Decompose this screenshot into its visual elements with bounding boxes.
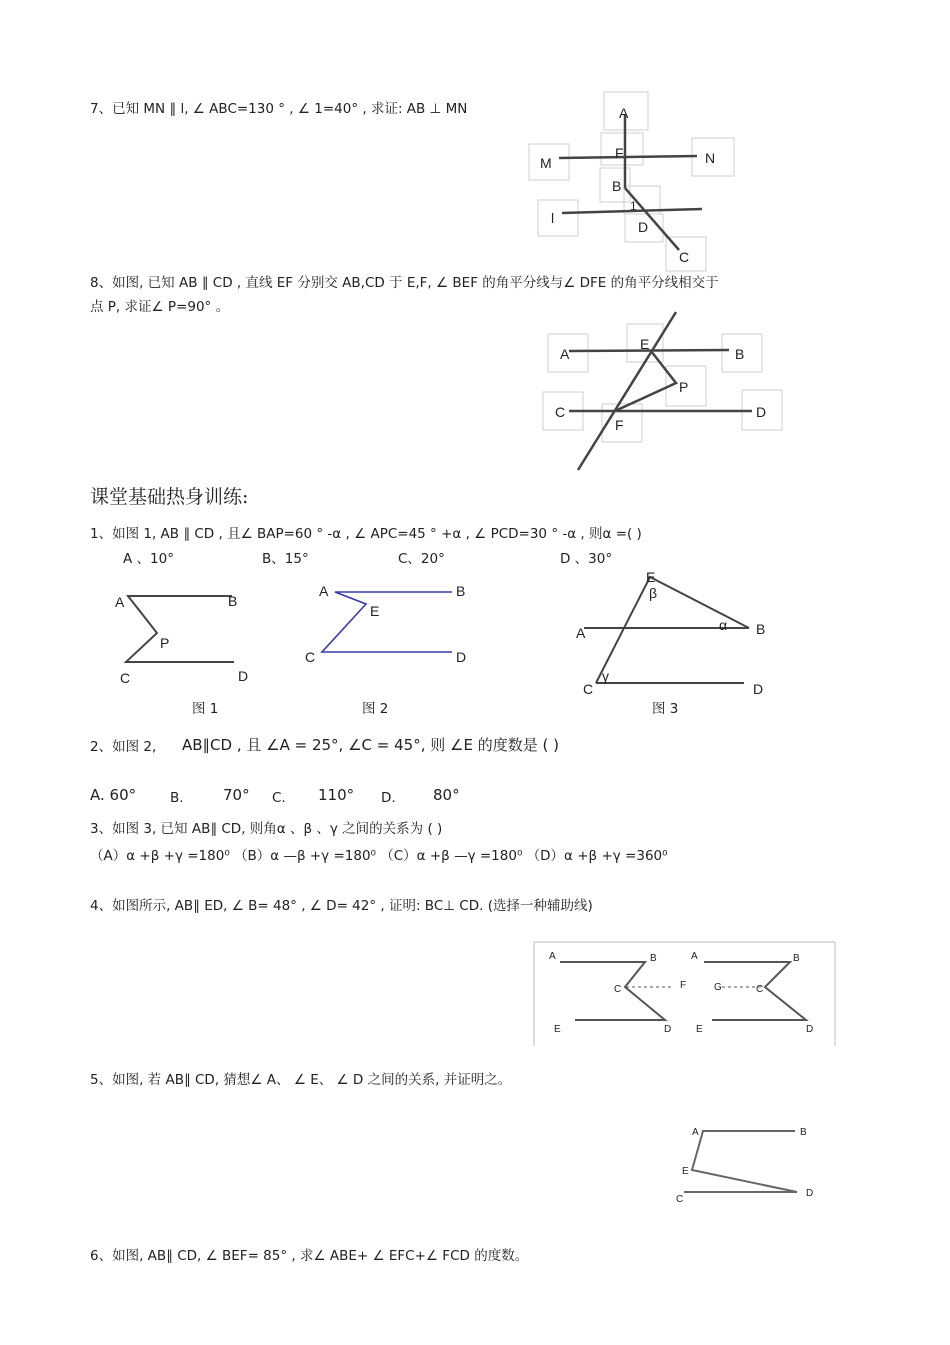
q1-option-d: D 、30° (560, 551, 613, 567)
problem-8-line1: 8、如图, 已知 AB ∥ CD , 直线 EF 分别交 AB,CD 于 E,F, ∠ BEF 的角平分线与∠ DFE 的角平分线相交于 (90, 275, 719, 291)
q1-option-c: C、20° (398, 551, 445, 567)
caption-fig1: 图 1 (192, 701, 219, 717)
q6-stem: 6、如图, AB∥ CD, ∠ BEF= 85° , 求∠ ABE+ ∠ EFC+∠ FCD 的度数。 (90, 1248, 529, 1264)
figure-5 (676, 1127, 813, 1205)
fig8-label-d: D (756, 404, 767, 420)
fig3-label-gamma: γ (602, 668, 609, 684)
fig4b-label-a: A (691, 951, 698, 962)
fig4b-label-g: G (714, 982, 722, 993)
fig4a-label-f: F (680, 980, 687, 991)
caption-fig2: 图 2 (362, 701, 389, 717)
fig8-label-f: F (615, 417, 624, 433)
fig8-label-p: P (679, 379, 689, 395)
fig7-label-1: 1 (630, 199, 637, 213)
fig3-label-alpha: α (719, 617, 728, 633)
fig7-label-m: M (540, 155, 552, 171)
fig5-label-b: B (800, 1127, 807, 1138)
fig4a-label-c: C (614, 984, 622, 995)
q1-option-b: B、15° (262, 551, 309, 567)
fig5-label-c: C (676, 1194, 684, 1205)
figure-1 (115, 593, 248, 686)
fig2-label-c: C (305, 649, 316, 665)
q1-stem: 1、如图 1, AB ∥ CD , 且∠ BAP=60 ° -α , ∠ APC=45 ° +α , ∠ PCD=30 ° -α , 则α =( ) (90, 526, 642, 542)
fig5-label-e: E (682, 1166, 689, 1177)
q5-stem: 5、如图, 若 AB∥ CD, 猜想∠ A、 ∠ E、 ∠ D 之间的关系, 并证明之。 (90, 1072, 512, 1088)
fig4b-label-b: B (793, 953, 800, 964)
q3-options: （A）α +β +γ =180⁰ （B）α —β +γ =180⁰ （C）α +β —γ =180⁰ （D）α +β +γ =360⁰ (90, 848, 668, 864)
fig7-label-d: D (638, 219, 649, 235)
q2-option-b-label: B. (170, 790, 184, 806)
figure-8 (543, 312, 782, 470)
figure-2 (305, 583, 466, 665)
q2-option-d-label: D. (381, 790, 396, 806)
caption-fig3: 图 3 (652, 701, 679, 717)
figure-4 (534, 942, 835, 1046)
q4-stem: 4、如图所示, AB∥ ED, ∠ B= 48° , ∠ D= 42° , 证明: BC⊥ CD. (选择一种辅助线) (90, 898, 593, 914)
q2-stem-math: AB∥CD , 且 ∠A = 25°, ∠C = 45°, 则 ∠E 的度数是 ( ) (182, 736, 559, 754)
fig7-label-l: l (551, 210, 555, 226)
fig2-label-b: B (456, 583, 466, 599)
figure-3 (576, 569, 765, 697)
fig8-label-b: B (735, 346, 745, 362)
fig8-label-c: C (555, 404, 566, 420)
fig3-label-c: C (583, 681, 594, 697)
fig3-label-e: E (646, 569, 656, 585)
problem-7: 7、已知 MN ∥ l, ∠ ABC=130 ° , ∠ 1=40° , 求证: AB ⊥ MN (90, 101, 468, 117)
section-title: 课堂基础热身训练: (90, 486, 249, 508)
fig2-label-d: D (456, 649, 467, 665)
fig3-label-d: D (753, 681, 764, 697)
fig7-label-f: F (615, 145, 624, 161)
fig4a-label-a: A (549, 951, 556, 962)
fig3-label-a: A (576, 625, 586, 641)
fig3-label-b: B (756, 621, 766, 637)
fig4a-label-e: E (554, 1024, 561, 1035)
fig4a-label-b: B (650, 953, 657, 964)
fig1-label-c: C (120, 670, 131, 686)
fig5-label-a: A (692, 1127, 699, 1138)
figure-7 (529, 92, 734, 271)
q1-option-a: A 、10° (123, 551, 174, 567)
fig4b-label-c: C (756, 984, 764, 995)
fig4b-label-e: E (696, 1024, 703, 1035)
fig1-label-p: P (160, 635, 170, 651)
fig5-label-d: D (806, 1188, 814, 1199)
fig7-label-a: A (619, 105, 629, 121)
fig4a-label-d: D (664, 1024, 672, 1035)
q2-stem-prefix: 2、如图 2, (90, 739, 157, 755)
fig7-label-b: B (612, 178, 622, 194)
q2-option-c-label: C. (272, 790, 286, 806)
q2-option-c-value: 110° (318, 786, 355, 804)
fig8-label-e: E (640, 336, 650, 352)
q2-option-a: A. 60° (90, 786, 137, 804)
fig3-label-beta: β (649, 585, 658, 601)
fig4b-label-d: D (806, 1024, 814, 1035)
fig2-label-e: E (370, 603, 380, 619)
fig1-label-b: B (228, 593, 238, 609)
fig1-label-d: D (238, 668, 249, 684)
problem-8-line2: 点 P, 求证∠ P=90° 。 (90, 299, 230, 315)
fig7-label-c: C (679, 249, 690, 265)
fig1-label-a: A (115, 594, 125, 610)
q2-option-b-value: 70° (223, 786, 250, 804)
fig7-label-n: N (705, 150, 716, 166)
fig8-label-a: A (560, 346, 570, 362)
q2-option-d-value: 80° (433, 786, 460, 804)
q3-stem: 3、如图 3, 已知 AB∥ CD, 则角α 、β 、γ 之间的关系为 ( ) (90, 821, 443, 837)
fig2-label-a: A (319, 583, 329, 599)
